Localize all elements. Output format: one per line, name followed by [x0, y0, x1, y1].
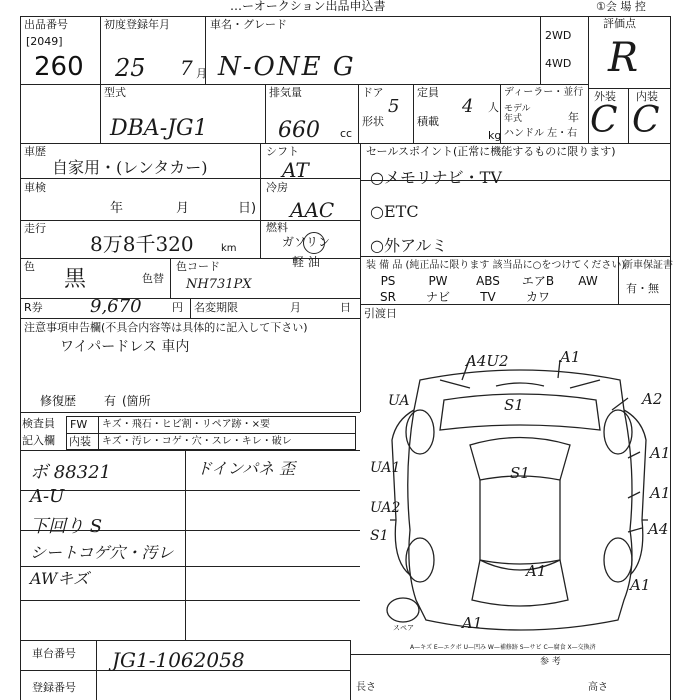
checker-label-1: 検査員: [22, 417, 55, 430]
diag-mark-13: A1: [526, 562, 547, 580]
header-title: …ーオークション出品申込書: [230, 0, 386, 13]
spare-label: スペア: [393, 624, 414, 632]
dealer-label: ディーラー・並行: [504, 87, 584, 98]
diag-mark-4: A2: [642, 390, 663, 408]
equipment-abs: ABS: [476, 274, 500, 288]
history-value: 自家用・(レンタカー): [52, 158, 208, 177]
equipment-sr: SR: [380, 290, 396, 304]
model-value: DBA-JG1: [110, 116, 208, 141]
lot-label: 出品番号: [24, 18, 68, 31]
drive-4wd: 4WD: [545, 57, 572, 70]
site-copy-label: ①会 場 控: [596, 0, 646, 13]
model-label: 型式: [104, 86, 126, 99]
mileage-label: 走行: [24, 222, 46, 235]
displacement-label: 排気量: [269, 86, 302, 99]
shift-label: シフト: [266, 145, 299, 158]
diag-mark-5: S1: [504, 396, 524, 414]
shape-label: 形状: [362, 115, 384, 128]
sales-label: セールスポイント(正常に機能するものに限ります): [366, 145, 616, 158]
checker-int-label: 内装: [69, 435, 91, 448]
diag-mark-2: A1: [560, 348, 581, 366]
rank-label: 評価点: [603, 17, 636, 30]
equipment-airbag: エアB: [521, 274, 555, 288]
transfer-month: 月: [290, 301, 301, 314]
diag-mark-10: A4: [648, 520, 669, 538]
repair-place: (箇所: [122, 394, 151, 408]
doors-label: ドア: [362, 86, 384, 99]
fuel-diesel: 軽 油: [292, 255, 320, 269]
model-year-label: モデル年式: [504, 104, 531, 124]
interior-value: C: [632, 100, 660, 141]
diag-mark-9: A1: [650, 484, 671, 502]
diag-mark-11: UA2: [370, 500, 401, 516]
checker-ext-label: FW: [70, 418, 88, 431]
history-label: 車歴: [24, 145, 46, 158]
inspection-label: 車検: [24, 181, 46, 194]
lot-code: [2049]: [26, 35, 63, 48]
exterior-value: C: [590, 100, 618, 141]
diag-mark-15: A1: [462, 614, 483, 632]
remark-3: 下回り S: [30, 516, 103, 537]
inspection-year: 年: [110, 201, 124, 216]
color-swatch-label: 色替: [142, 272, 164, 285]
displacement-value: 660: [278, 118, 320, 143]
legend-height: 高さ: [588, 682, 608, 693]
recycle-unit: 円: [172, 301, 183, 314]
shift-value: AT: [282, 158, 309, 182]
first-reg-month-unit: 月: [196, 67, 207, 80]
name-value: N-ONE G: [218, 52, 356, 82]
remark-1: ボ 88321: [30, 462, 111, 483]
mileage-value: 8万8千320: [90, 232, 194, 256]
remark-5: AWキズ: [30, 569, 90, 588]
equipment-pw: PW: [428, 274, 448, 288]
diag-mark-14: A1: [630, 576, 651, 594]
diag-mark-6: A1: [650, 444, 671, 462]
displacement-unit: cc: [340, 127, 353, 140]
delivery-label: 引渡日: [364, 307, 397, 320]
equipment-tv: TV: [480, 290, 496, 304]
legend-ref-1: 参 考: [540, 657, 561, 667]
aircon-label: 冷房: [266, 181, 288, 194]
warranty-value: 有・無: [626, 282, 659, 295]
diag-mark-8: S1: [510, 464, 530, 482]
notes-text: ワイパードレス 車内: [60, 339, 190, 355]
fuel-label: 燃料: [266, 221, 288, 234]
exterior-label: 外装: [594, 90, 616, 103]
equipment-label: 装 備 品 (純正品に限ります 該当品に○をつけてください): [366, 260, 626, 271]
equipment-leather: カワ: [525, 290, 550, 304]
recycle-value: 9,670: [90, 296, 142, 317]
checker-label-2: 記入欄: [22, 434, 55, 447]
color-code-value: NH731PX: [186, 277, 252, 292]
load-unit: kg: [488, 129, 502, 142]
first-reg-label: 初度登録年月: [104, 18, 170, 31]
first-reg-month: 7: [180, 56, 193, 80]
legend-size: 長さ: [356, 682, 376, 693]
chassis-value: JG1-1062058: [112, 648, 245, 672]
transfer-label: 名変期限: [194, 301, 238, 314]
first-reg-year: 25: [115, 54, 146, 82]
checker-int-text: キズ・汚レ・コゲ・穴・スレ・キレ・破レ: [102, 436, 292, 447]
model-year-unit: 年: [568, 111, 579, 124]
remark-2: A-U: [30, 486, 65, 507]
equipment-aw: AW: [578, 274, 598, 288]
fuel-gasoline: ガソリン: [282, 235, 331, 249]
color-code-label: 色コード: [176, 260, 220, 273]
interior-label: 内装: [636, 90, 658, 103]
repair-label: 修復歴: [40, 394, 77, 408]
inspection-day: 日): [238, 201, 257, 216]
capacity-unit: 人: [488, 101, 499, 114]
notes-label: 注意事項申告欄(不具合内容等は具体的に記入して下さい): [24, 321, 308, 334]
lot-number: 260: [34, 52, 84, 82]
diag-mark-7: UA1: [370, 460, 401, 476]
checker-ext-text: キズ・飛石・ヒビ割・リペア跡・×要: [102, 419, 270, 430]
aircon-value: AAC: [290, 198, 335, 222]
capacity-value: 4: [462, 96, 474, 117]
name-label: 車名・グレード: [210, 18, 287, 31]
equipment-ps: PS: [380, 274, 396, 288]
transfer-day: 日: [340, 301, 351, 314]
capacity-label: 定員: [417, 86, 439, 99]
color-label: 色: [24, 260, 35, 273]
chassis-label: 車台番号: [32, 647, 76, 660]
doors-value: 5: [388, 96, 400, 117]
diag-mark-12: S1: [370, 528, 389, 544]
diag-mark-1: A4U2: [466, 352, 509, 370]
diag-mark-3: UA: [388, 393, 410, 409]
rank-value: R: [608, 35, 639, 81]
load-label: 積載: [417, 115, 439, 128]
color-value: 黒: [64, 267, 87, 292]
registration-label: 登録番号: [32, 681, 76, 694]
recycle-label: R券: [24, 301, 43, 314]
sales-item-1: ○メモリナビ・TV: [370, 168, 502, 187]
warranty-label: 新車保証書: [623, 260, 673, 271]
sales-item-3: ○外アルミ: [370, 236, 448, 255]
sales-item-2: ○ETC: [370, 202, 419, 221]
equipment-navi: ナビ: [425, 290, 450, 304]
handle-label: ハンドル 左・右: [504, 128, 578, 139]
remark-4: シートコゲ穴・汚レ: [30, 543, 174, 562]
legend-text: A—キズ E—エクボ U—凹み W—補修跡 S—サビ C—腐食 X—交換済: [410, 644, 596, 651]
inspection-month: 月: [176, 201, 190, 216]
repair-value: 有: [104, 394, 117, 408]
mileage-unit: km: [221, 243, 237, 254]
drive-2wd: 2WD: [545, 29, 572, 42]
remark-6: ドインパネ 歪: [196, 459, 296, 478]
